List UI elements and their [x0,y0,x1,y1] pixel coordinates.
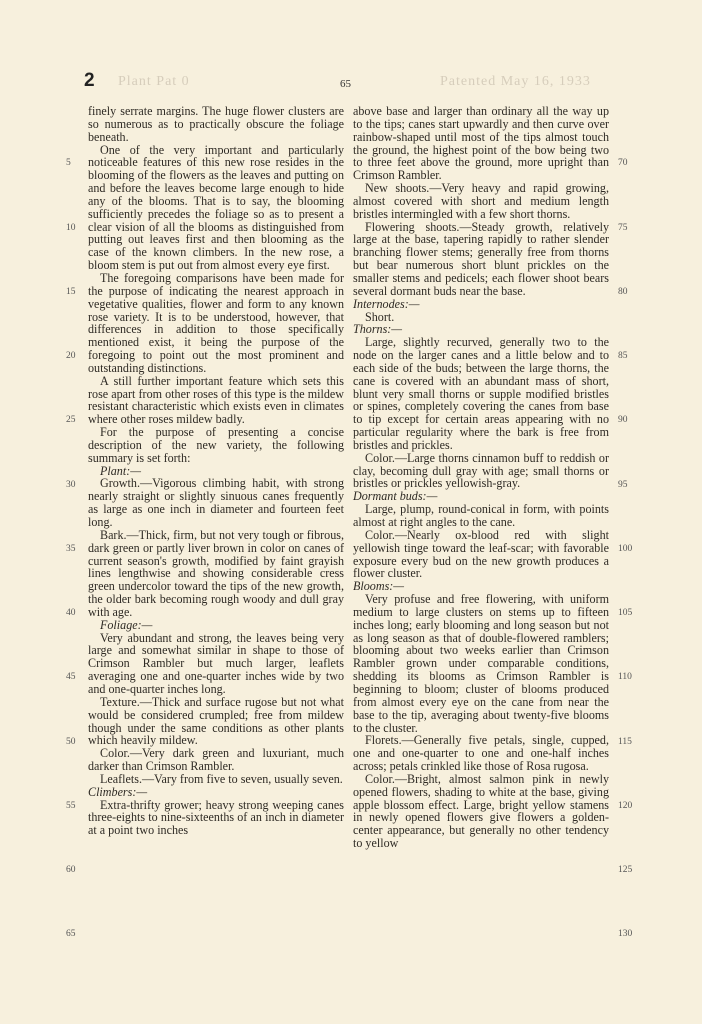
line-number: 10 [66,222,76,233]
left-column [88,105,344,837]
paragraph: Bark.—Thick, firm, but not very tough or fibrous, dark green or partly liver brown in color on canes of current season's growth, modified by faint grayish lines lengthwise and showing considerable cress green undercolor toward the tips of the new growth, the older bark becoming rough woody and dull gray with age. [88,527,344,619]
line-number: 90 [618,415,628,426]
paragraph: Extra-thrifty grower; heavy strong weeping canes three-eights to nine-sixteenths of an inch in diameter at a point two inches [88,797,344,838]
line-number: 65 [66,929,76,940]
line-number: 120 [618,800,633,811]
paragraph: A still further important feature which sets this rose apart from other roses of this type is the mildew resistant characteristic which exists even in climates where other roses mildew badly. [88,373,344,427]
line-number: 50 [66,736,76,747]
line-number: 125 [618,865,633,876]
line-number: 35 [66,543,76,554]
line-number: 45 [66,672,76,683]
line-number: 55 [66,800,76,811]
bleed-through-right: Patented May 16, 1933 [440,74,591,89]
paragraph: Climbers:— [88,784,148,799]
paragraph: Color.—Very dark green and luxuriant, much darker than Crimson Rambler. [88,746,344,774]
line-number: 60 [66,865,76,876]
line-number: 40 [66,608,76,619]
paragraph: Color.—Nearly ox-blood red with slight yellowish tinge toward the leaf-scar; with favorable exposure every bud on the new growth produces a flower cluster. [353,527,609,581]
line-number: 20 [66,351,76,362]
line-number: 105 [618,608,633,619]
paragraph: Short. [365,309,395,324]
page-number: 65 [340,78,351,90]
line-number: 15 [66,286,76,297]
bleed-through-left: Plant Pat 0 [118,74,190,89]
paragraph: Dormant buds:— [353,489,438,504]
line-number: 115 [618,736,632,747]
paragraph: Internodes:— [353,296,420,311]
line-number: 75 [618,222,628,233]
paragraph: Leaflets.—Vary from five to seven, usually seven. [100,771,343,786]
paragraph: Plant:— [100,463,141,478]
paragraph: New shoots.—Very heavy and rapid growing, almost covered with short and medium length bristles intermingled with a few short thorns. [353,181,609,221]
paragraph: Thorns:— [353,322,403,337]
paragraph: Flowering shoots.—Steady growth, relatively large at the base, tapering rapidly to rather slender branching flower stems; generally free from thorns but bear numerous short blunt prickles on the smaller stems and pedicels; each flower shoot bears several dormant buds near the base. [353,219,609,298]
line-number: 5 [66,158,71,169]
paragraph: The foregoing comparisons have been made for the purpose of indicating the nearest approach in vegetative qualities, flower and form to any known rose variety. It is to be understood, however, that differences in addition to those specifically mentioned exist, it being the purpose of the foregoing to point out the most prominent and outstanding distinctions. [88,270,344,375]
line-number: 95 [618,479,628,490]
paragraph: Color.—Bright, almost salmon pink in newly opened flowers, shading to white at the base, giving apple blossom effect. Large, bright yellow stamens in newly opened flowers give flowers a golden-center appearance, but generally no other tendency to yellow [353,771,609,851]
paragraph: finely serrate margins. The huge flower clusters are so numerous as to practically obscure the foliage beneath. [88,104,344,144]
line-number: 25 [66,415,76,426]
paragraph: Large, slightly recurved, generally two to the node on the larger canes and a little below and to each side of the buds; between the large thorns, the cane is covered with an abundant mass of short, blunt very small thorns or supple modified bristles or spines, completely covering the canes from base to tip except for certain areas appearing with no particular regularity where the bark is free from bristles and prickles. [353,335,609,452]
paragraph: above base and larger than ordinary all the way up to the tips; canes start upwardly and then curve over rainbow-shaped until most of the tips almost touch the ground, the highest point of the bow being two to three feet above the ground, more upright than Crimson Rambler. [353,104,609,183]
paragraph: Very abundant and strong, the leaves being very large and somewhat similar in shape to those of Crimson Rambler but much larger, leaflets averaging one and one-quarter inches wide by two and one-quarter inches long. [88,630,344,696]
line-number: 110 [618,672,632,683]
paragraph: Very profuse and free flowering, with uniform medium to large clusters on stems up to fifteen inches long; early blooming and long season but not as long season as that of double-flowered ramblers; blooming about two weeks earlier than Crimson Rambler grown under comparable conditions, shedding its blooms as Crimson Rambler is beginning to bloom; cluster of blooms produced from almost every eye on the cane from near the base to the tip, averaging about twenty-five blooms to the cluster. [353,592,609,735]
sheet-number: 2 [84,70,95,91]
line-number: 30 [66,479,76,490]
paragraph: Blooms:— [353,579,405,594]
line-number: 85 [618,351,628,362]
line-number: 130 [618,929,633,940]
line-number: 80 [618,286,628,297]
right-column [353,105,609,850]
paragraph: For the purpose of presenting a concise description of the new variety, the following summary is set forth: [88,425,344,465]
line-number: 100 [618,543,633,554]
paragraph: Texture.—Thick and surface rugose but not what would be considered crumpled; free from mildew though under the same conditions as other plants which heavily mildew. [88,694,344,748]
paragraph: One of the very important and particularly noticeable features of this new rose resides in the blooming of the flowers as the leaves and putting on and before the leaves become large enough to hide any of the blooms. That is to say, the blooming sufficiently precedes the foliage so as to present a clear vision of all the blooms as distinguished from putting out leaves first and then blooming as the case of the known climbers. In the new rose, a bloom stem is put out from almost every eye first. [88,142,344,273]
paragraph: Florets.—Generally five petals, single, cupped, one and one-quarter to one and one-half inches across; petals crinkled like those of Rosa rugosa. [353,733,609,774]
paragraph: Foliage:— [100,617,153,632]
paragraph: Large, plump, round-conical in form, with points almost at right angles to the cane. [353,502,609,529]
paragraph: Color.—Large thorns cinnamon buff to reddish or clay, becoming dull gray with age; small thorns or bristles or prickles yellowish-gray. [353,450,609,491]
line-number: 70 [618,158,628,169]
paragraph: Growth.—Vigorous climbing habit, with strong nearly straight or slightly sinuous canes frequently as large as one inch in diameter and fourteen feet long. [88,476,344,529]
